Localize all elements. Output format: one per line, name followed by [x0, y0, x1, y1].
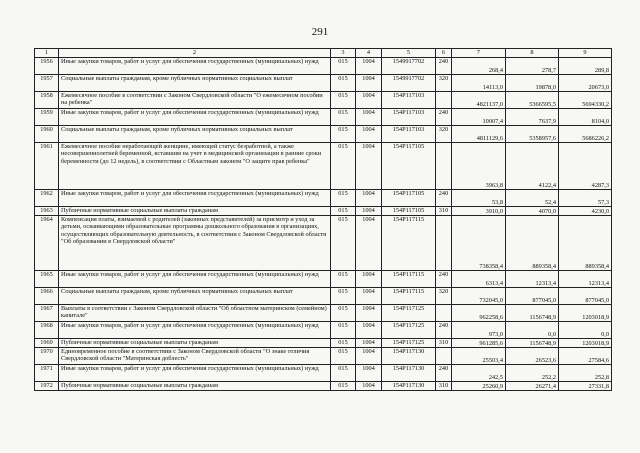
row-number: 1972 — [35, 382, 59, 391]
row-description: Публичные нормативные социальные выплаты гражданам — [59, 382, 331, 391]
amount-year-1: 962258,6 — [452, 305, 506, 322]
amount-year-1: 268,4 — [452, 58, 506, 75]
amount-year-1: 973,0 — [452, 322, 506, 339]
target-article-code: 154Р117125 — [382, 305, 436, 322]
section-code: 1004 — [356, 92, 382, 109]
column-header: 3 — [331, 49, 356, 58]
row-description: Выплаты в соответствии с Законом Свердловской области "Об областном материнском (семейном) капитале" — [59, 305, 331, 322]
expense-type-code: 310 — [436, 339, 452, 348]
row-number: 1959 — [35, 109, 59, 126]
amount-year-2: 0,0 — [506, 322, 559, 339]
row-number: 1960 — [35, 126, 59, 143]
column-header: 9 — [559, 49, 612, 58]
target-article-code: 154Р117105 — [382, 207, 436, 216]
amount-year-2: 877045,0 — [506, 288, 559, 305]
target-article-code: 154Р117115 — [382, 216, 436, 271]
target-article-code: 1549917702 — [382, 58, 436, 75]
table-row — [35, 305, 612, 322]
section-code: 1004 — [356, 348, 382, 365]
target-article-code: 154Р117103 — [382, 109, 436, 126]
row-description: Компенсация платы, взимаемой с родителей (законных представителей) за присмотр и уход за детьми, осваивающими образовательные программы дошкольного образования в организациях, осуществляющих образовательную деятельность, в соответствии с Законом Свердловской области "Об образовании в Свердловской области" — [59, 216, 331, 271]
target-article-code: 154Р117125 — [382, 322, 436, 339]
expense-type-code: 320 — [436, 126, 452, 143]
section-code: 1004 — [356, 143, 382, 190]
amount-year-1: 10007,4 — [452, 109, 506, 126]
expense-type-code: 310 — [436, 382, 452, 391]
column-header: 4 — [356, 49, 382, 58]
row-description: Иные закупки товаров, работ и услуг для обеспечения государственных (муниципальных) нужд — [59, 58, 331, 75]
amount-year-3: 4230,0 — [559, 207, 612, 216]
section-code: 1004 — [356, 288, 382, 305]
section-code: 1004 — [356, 305, 382, 322]
row-number: 1956 — [35, 58, 59, 75]
ministry-code: 015 — [331, 271, 356, 288]
amount-year-3: 1203018,9 — [559, 305, 612, 322]
target-article-code: 154Р117103 — [382, 92, 436, 109]
amount-year-2: 1156748,9 — [506, 305, 559, 322]
amount-year-3: 889358,4 — [559, 216, 612, 271]
amount-year-1: 3963,8 — [452, 143, 506, 190]
expense-type-code — [436, 305, 452, 322]
table-row — [35, 348, 612, 365]
amount-year-1: 4821137,0 — [452, 92, 506, 109]
amount-year-2: 4070,0 — [506, 207, 559, 216]
row-number: 1967 — [35, 305, 59, 322]
target-article-code: 154Р117130 — [382, 382, 436, 391]
amount-year-1: 25503,4 — [452, 348, 506, 365]
row-description: Единовременное пособие в соответствии с Законом Свердловской области "О знаке отличия Свердловской области "Материнская доблесть" — [59, 348, 331, 365]
amount-year-2: 4122,4 — [506, 143, 559, 190]
table-row — [35, 271, 612, 288]
row-description: Социальные выплаты гражданам, кроме публичных нормативных социальных выплат — [59, 126, 331, 143]
ministry-code: 015 — [331, 143, 356, 190]
row-number: 1971 — [35, 365, 59, 382]
section-code: 1004 — [356, 58, 382, 75]
table-row — [35, 382, 612, 391]
row-description: Иные закупки товаров, работ и услуг для обеспечения государственных (муниципальных) нужд — [59, 271, 331, 288]
row-number: 1962 — [35, 190, 59, 207]
expense-type-code: 240 — [436, 271, 452, 288]
column-header: 8 — [506, 49, 559, 58]
section-code: 1004 — [356, 216, 382, 271]
table-row — [35, 322, 612, 339]
row-description: Публичные нормативные социальные выплаты гражданам — [59, 339, 331, 348]
section-code: 1004 — [356, 190, 382, 207]
table-row — [35, 207, 612, 216]
section-code: 1004 — [356, 207, 382, 216]
ministry-code: 015 — [331, 305, 356, 322]
row-number: 1968 — [35, 322, 59, 339]
amount-year-1: 738358,4 — [452, 216, 506, 271]
page-number: 291 — [311, 26, 329, 38]
table-row — [35, 288, 612, 305]
row-number: 1965 — [35, 271, 59, 288]
ministry-code: 015 — [331, 339, 356, 348]
amount-year-2: 26271,4 — [506, 382, 559, 391]
ministry-code: 015 — [331, 126, 356, 143]
row-number: 1964 — [35, 216, 59, 271]
amount-year-3: 877045,0 — [559, 288, 612, 305]
amount-year-2: 5366595,5 — [506, 92, 559, 109]
amount-year-3: 8104,0 — [559, 109, 612, 126]
ministry-code: 015 — [331, 190, 356, 207]
ministry-code: 015 — [331, 207, 356, 216]
row-number: 1970 — [35, 348, 59, 365]
amount-year-2: 26523,6 — [506, 348, 559, 365]
amount-year-1: 53,8 — [452, 190, 506, 207]
table-row — [35, 365, 612, 382]
amount-year-1: 14113,0 — [452, 75, 506, 92]
section-code: 1004 — [356, 339, 382, 348]
column-header: 7 — [452, 49, 506, 58]
target-article-code: 154Р117103 — [382, 126, 436, 143]
amount-year-3: 57,3 — [559, 190, 612, 207]
amount-year-2: 52,4 — [506, 190, 559, 207]
table-row — [35, 109, 612, 126]
amount-year-2: 278,7 — [506, 58, 559, 75]
row-description: Иные закупки товаров, работ и услуг для обеспечения государственных (муниципальных) нужд — [59, 322, 331, 339]
table-body — [35, 58, 612, 391]
target-article-code: 154Р117115 — [382, 271, 436, 288]
target-article-code: 154Р117125 — [382, 339, 436, 348]
amount-year-1: 3910,0 — [452, 207, 506, 216]
target-article-code: 154Р117115 — [382, 288, 436, 305]
section-code: 1004 — [356, 382, 382, 391]
expense-type-code: 240 — [436, 109, 452, 126]
ministry-code: 015 — [331, 109, 356, 126]
table-row — [35, 58, 612, 75]
ministry-code: 015 — [331, 348, 356, 365]
table-row — [35, 92, 612, 109]
amount-year-3: 27584,6 — [559, 348, 612, 365]
row-number: 1957 — [35, 75, 59, 92]
ministry-code: 015 — [331, 288, 356, 305]
column-header: 1 — [35, 49, 59, 58]
section-code: 1004 — [356, 109, 382, 126]
ministry-code: 015 — [331, 382, 356, 391]
target-article-code: 154Р117130 — [382, 365, 436, 382]
expense-type-code — [436, 143, 452, 190]
section-code: 1004 — [356, 126, 382, 143]
row-description: Ежемесячное пособие неработающей женщине, имеющей статус безработной, а также несовершеннолетней беременной, вставшим на учет в медицинской организации в ранние сроки беременности (до 12 недель), в соответствии с Областным законом "О защите прав ребенка" — [59, 143, 331, 190]
expense-type-code: 320 — [436, 288, 452, 305]
amount-year-3: 5686226,2 — [559, 126, 612, 143]
section-code: 1004 — [356, 365, 382, 382]
row-description: Иные закупки товаров, работ и услуг для обеспечения государственных (муниципальных) нужд — [59, 365, 331, 382]
table-row — [35, 75, 612, 92]
expense-type-code — [436, 216, 452, 271]
amount-year-3: 12313,4 — [559, 271, 612, 288]
amount-year-1: 961285,6 — [452, 339, 506, 348]
ministry-code: 015 — [331, 75, 356, 92]
amount-year-3: 252,8 — [559, 365, 612, 382]
table-row — [35, 143, 612, 190]
amount-year-2: 1156748,9 — [506, 339, 559, 348]
ministry-code: 015 — [331, 365, 356, 382]
amount-year-3: 5694330,2 — [559, 92, 612, 109]
budget-table — [34, 48, 612, 391]
expense-type-code: 310 — [436, 207, 452, 216]
target-article-code: 154Р117105 — [382, 143, 436, 190]
table-row — [35, 190, 612, 207]
row-number: 1963 — [35, 207, 59, 216]
amount-year-3: 20673,0 — [559, 75, 612, 92]
row-description: Социальные выплаты гражданам, кроме публичных нормативных социальных выплат — [59, 288, 331, 305]
amount-year-2: 5358957,6 — [506, 126, 559, 143]
amount-year-1: 25260,9 — [452, 382, 506, 391]
column-header: 2 — [59, 49, 331, 58]
table-row — [35, 126, 612, 143]
table-row — [35, 339, 612, 348]
expense-type-code: 240 — [436, 365, 452, 382]
section-code: 1004 — [356, 271, 382, 288]
row-number: 1958 — [35, 92, 59, 109]
amount-year-3: 289,8 — [559, 58, 612, 75]
row-description: Иные закупки товаров, работ и услуг для обеспечения государственных (муниципальных) нужд — [59, 109, 331, 126]
expense-type-code: 320 — [436, 75, 452, 92]
ministry-code: 015 — [331, 58, 356, 75]
amount-year-1: 6313,4 — [452, 271, 506, 288]
target-article-code: 154Р117130 — [382, 348, 436, 365]
amount-year-1: 732045,0 — [452, 288, 506, 305]
amount-year-3: 4287,3 — [559, 143, 612, 190]
ministry-code: 015 — [331, 322, 356, 339]
expense-type-code — [436, 348, 452, 365]
row-number: 1969 — [35, 339, 59, 348]
amount-year-3: 27331,8 — [559, 382, 612, 391]
amount-year-3: 0,0 — [559, 322, 612, 339]
row-description: Ежемесячное пособие в соответствии с Законом Свердловской области "О ежемесячном пособии на ребенка" — [59, 92, 331, 109]
row-number: 1966 — [35, 288, 59, 305]
expense-type-code: 240 — [436, 322, 452, 339]
expense-type-code — [436, 92, 452, 109]
amount-year-2: 7637,9 — [506, 109, 559, 126]
table-row — [35, 216, 612, 271]
amount-year-2: 19878,0 — [506, 75, 559, 92]
row-description: Публичные нормативные социальные выплаты гражданам — [59, 207, 331, 216]
amount-year-2: 889358,4 — [506, 216, 559, 271]
ministry-code: 015 — [331, 216, 356, 271]
amount-year-1: 4811129,6 — [452, 126, 506, 143]
ministry-code: 015 — [331, 92, 356, 109]
section-code: 1004 — [356, 322, 382, 339]
row-description: Социальные выплаты гражданам, кроме публичных нормативных социальных выплат — [59, 75, 331, 92]
expense-type-code: 240 — [436, 58, 452, 75]
column-header: 6 — [436, 49, 452, 58]
target-article-code: 1549917702 — [382, 75, 436, 92]
amount-year-2: 12313,4 — [506, 271, 559, 288]
amount-year-3: 1203018,9 — [559, 339, 612, 348]
row-description: Иные закупки товаров, работ и услуг для обеспечения государственных (муниципальных) нужд — [59, 190, 331, 207]
amount-year-2: 252,2 — [506, 365, 559, 382]
header-row — [35, 49, 612, 58]
section-code: 1004 — [356, 75, 382, 92]
amount-year-1: 242,5 — [452, 365, 506, 382]
expense-type-code: 240 — [436, 190, 452, 207]
row-number: 1961 — [35, 143, 59, 190]
target-article-code: 154Р117105 — [382, 190, 436, 207]
column-header: 5 — [382, 49, 436, 58]
